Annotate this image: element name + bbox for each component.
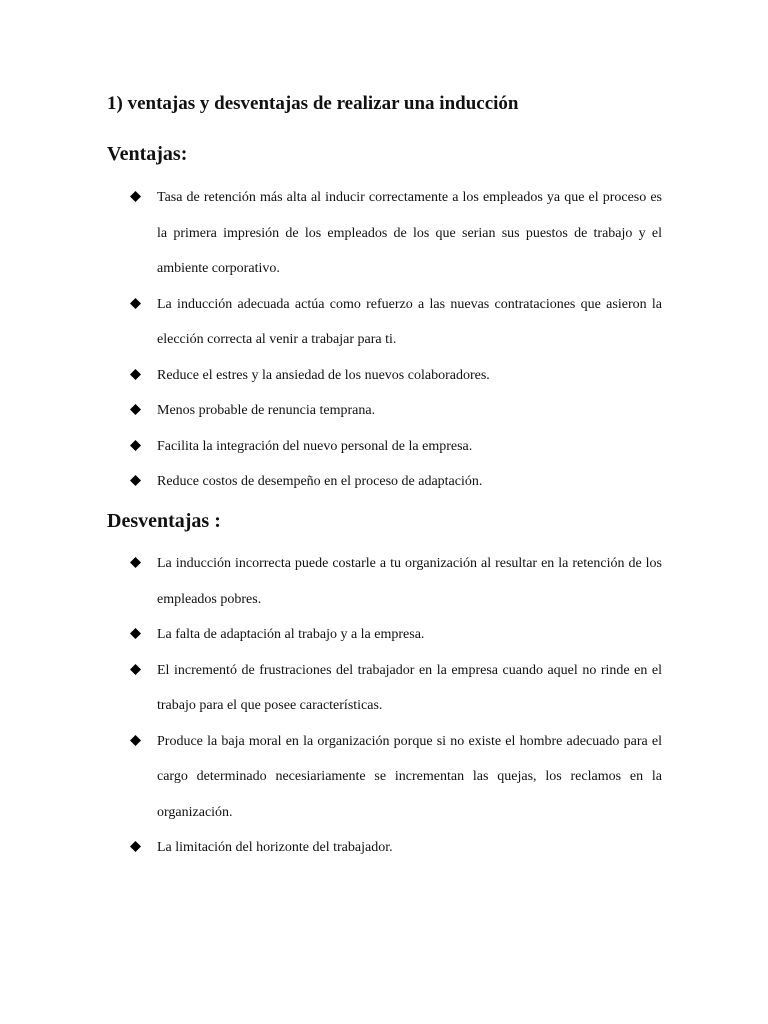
- diamond-bullet-icon: [130, 298, 141, 309]
- diamond-bullet-icon: [130, 191, 141, 202]
- desventajas-item-text: El incrementó de frustraciones del trabajador en la empresa cuando aquel no rinde en el trabajo para el que posee características.: [157, 662, 662, 713]
- desventajas-heading: Desventajas :: [107, 510, 221, 532]
- ventajas-heading: Ventajas:: [107, 143, 188, 165]
- ventajas-list: [130, 180, 662, 500]
- diamond-bullet-icon: [130, 440, 141, 451]
- desventajas-item-text: Produce la baja moral en la organización porque si no existe el hombre adecuado para el cargo determinado necesiariamente se incrementan las quejas, los reclamos en la organización.: [157, 733, 662, 820]
- ventajas-item-text: Tasa de retención más alta al inducir correctamente a los empleados ya que el proceso es la primera impresión de los empleados de los que serian sus puestos de trabajo y el ambiente corporativo.: [157, 190, 662, 276]
- diamond-bullet-icon: [130, 475, 141, 486]
- ventajas-item-text: Reduce el estres y la ansiedad de los nuevos colaboradores.: [157, 367, 490, 383]
- ventajas-item-text: La inducción adecuada actúa como refuerzo a las nuevas contrataciones que asieron la elección correcta al venir a trabajar para ti.: [157, 296, 662, 347]
- desventajas-list: [130, 546, 662, 866]
- ventajas-list-item: [130, 358, 662, 394]
- ventajas-list-item: [130, 464, 662, 500]
- document-title: 1) ventajas y desventajas de realizar una inducción: [107, 93, 519, 114]
- diamond-bullet-icon: [130, 404, 141, 415]
- ventajas-list-item: [130, 429, 662, 465]
- diamond-bullet-icon: [130, 628, 141, 639]
- ventajas-item-text: Facilita la integración del nuevo personal de la empresa.: [157, 438, 473, 454]
- ventajas-list-item: [130, 287, 662, 358]
- desventajas-list-item: [130, 830, 662, 866]
- diamond-bullet-icon: [130, 841, 141, 852]
- diamond-bullet-icon: [130, 369, 141, 380]
- desventajas-list-item: [130, 653, 662, 724]
- desventajas-list-item: [130, 617, 662, 653]
- ventajas-item-text: Menos probable de renuncia temprana.: [157, 403, 376, 418]
- desventajas-list-item: [130, 724, 662, 831]
- ventajas-item-text: Reduce costos de desempeño en el proceso de adaptación.: [157, 474, 483, 489]
- desventajas-item-text: La inducción incorrecta puede costarle a tu organización al resultar en la retención de los empleados pobres.: [157, 556, 662, 607]
- diamond-bullet-icon: [130, 557, 141, 568]
- desventajas-item-text: La limitación del horizonte del trabajador.: [157, 840, 393, 855]
- desventajas-item-text: La falta de adaptación al trabajo y a la empresa.: [157, 627, 425, 642]
- desventajas-list-item: [130, 546, 662, 617]
- ventajas-list-item: [130, 180, 662, 287]
- diamond-bullet-icon: [130, 664, 141, 675]
- diamond-bullet-icon: [130, 735, 141, 746]
- ventajas-list-item: [130, 393, 662, 429]
